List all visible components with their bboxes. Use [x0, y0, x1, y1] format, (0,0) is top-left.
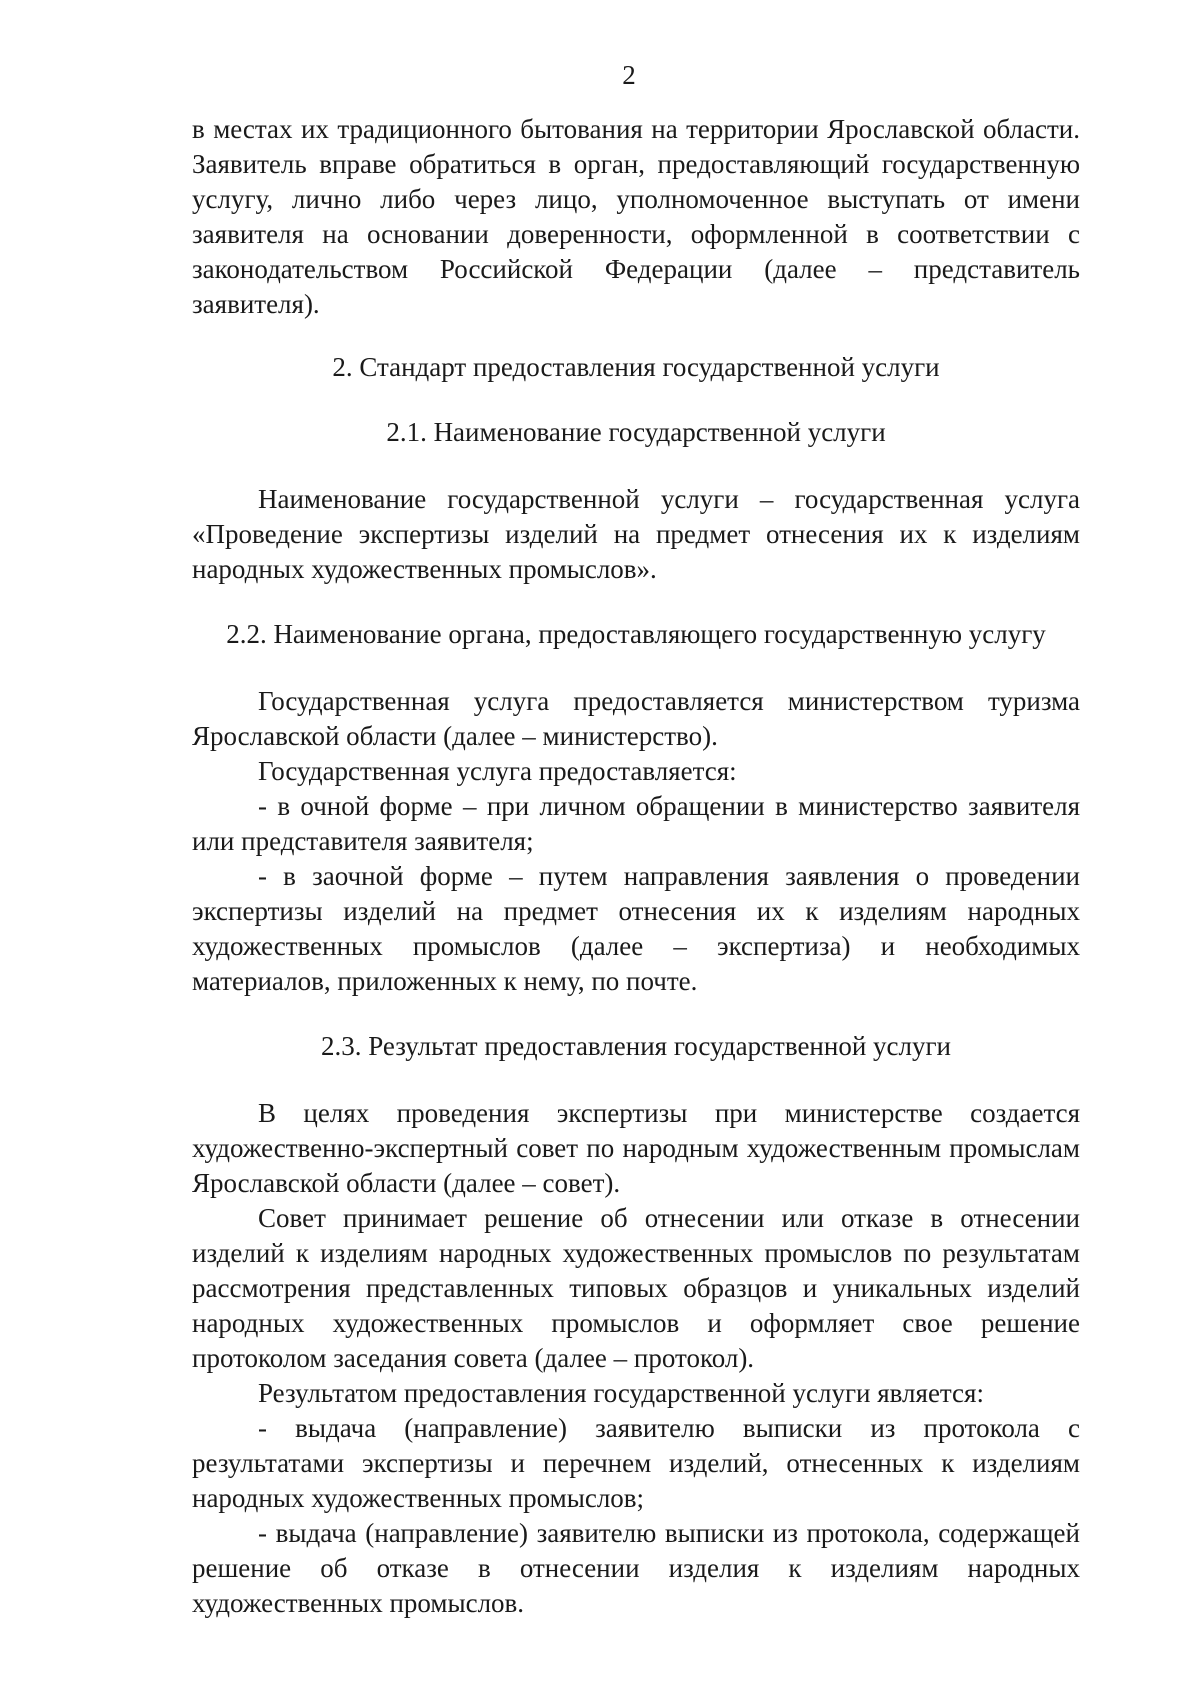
intro-paragraph: в местах их традиционного бытования на территории Ярославской области. Заявитель вправе обратиться в орган, предоставляющий государственную услугу, лично либо через лицо, уполномоченное выступать от имени заявителя на основании доверенности, оформленной в соответствии с законодательством Российской Федерации (далее – представитель заявителя). [192, 114, 1080, 319]
document-body [192, 112, 1080, 1621]
page-number: 2 [622, 60, 636, 90]
section-2-3-paragraph-2: Совет принимает решение об отнесении или отказе в отнесении изделий к изделиям народных художественных промыслов по результатам рассмотрения представленных типовых образцов и уникальных изделий народных художественных промыслов и оформляет свое решение протоколом заседания совета (далее – протокол). [192, 1203, 1080, 1373]
section-2-3-list-item-1: - выдача (направление) заявителю выписки из протокола с результатами экспертизы и перечнем изделий, отнесенных к изделиям народных художественных промыслов; [192, 1413, 1080, 1513]
section-2-1-heading: 2.1. Наименование государственной услуги [386, 417, 886, 447]
section-2-3-paragraph-1: В целях проведения экспертизы при министерстве создается художественно-экспертный совет по народным художественным промыслам Ярославской области (далее – совет). [192, 1098, 1080, 1198]
section-2-3-heading: 2.3. Результат предоставления государственной услуги [320, 1031, 952, 1061]
section-2-2-paragraph-1: Государственная услуга предоставляется министерством туризма Ярославской области (далее – министерство). [192, 686, 1080, 751]
section-2-2-paragraph-2: Государственная услуга предоставляется: [258, 756, 737, 786]
section-2-3-list-item-2: - выдача (направление) заявителю выписки из протокола, содержащей решение об отказе в отнесении изделия к изделиям народных художественных промыслов. [192, 1518, 1080, 1618]
section-2-2-heading: 2.2. Наименование органа, предоставляющего государственную услугу [226, 619, 1046, 649]
section-2-3-paragraph-3: Результатом предоставления государственной услуги является: [258, 1378, 984, 1408]
section-2-2-list-item-1: - в очной форме – при личном обращении в министерство заявителя или представителя заявителя; [192, 791, 1080, 856]
section-2-2-list-item-2: - в заочной форме – путем направления заявления о проведении экспертизы изделий на предмет отнесения их к изделиям народных художественных промыслов (далее – экспертиза) и необходимых материалов, приложенных к нему, по почте. [192, 861, 1080, 996]
section-2-heading: 2. Стандарт предоставления государственной услуги [332, 352, 940, 382]
section-2-1-paragraph: Наименование государственной услуги – государственная услуга «Проведение экспертизы изделий на предмет отнесения их к изделиям народных художественных промыслов». [192, 484, 1080, 584]
